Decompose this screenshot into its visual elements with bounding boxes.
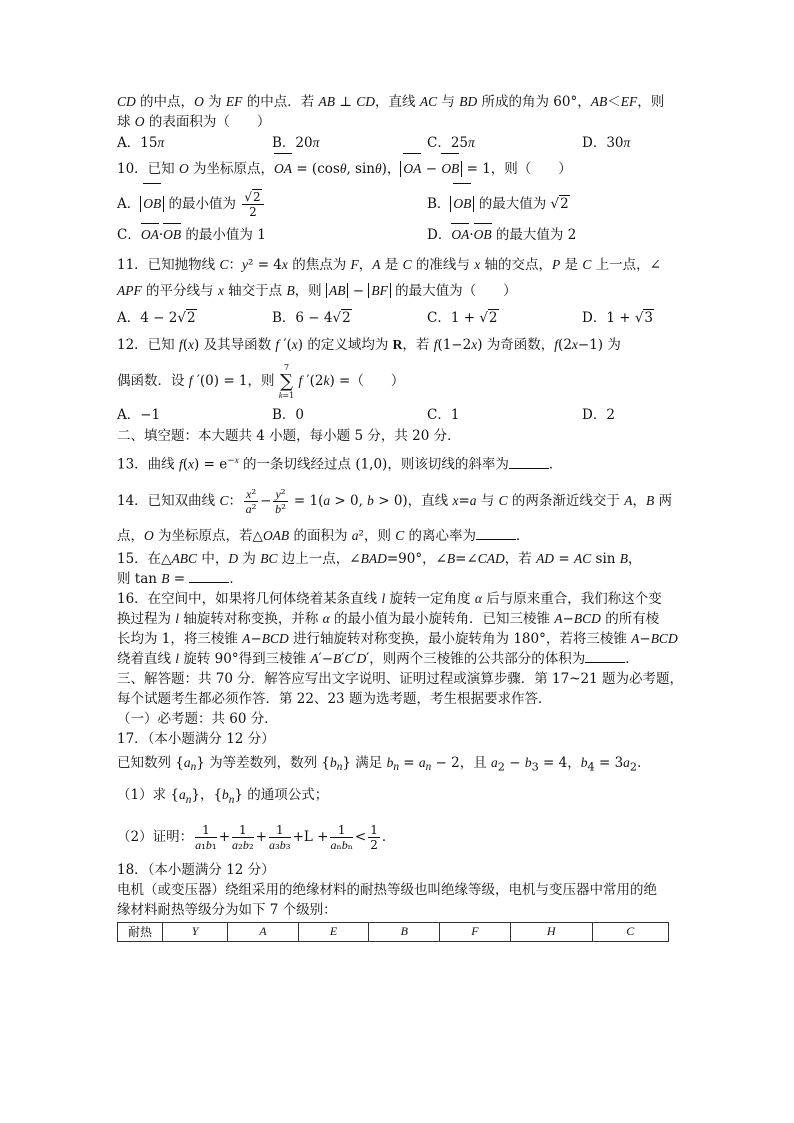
q16-line-1: 16．在空间中，如果将几何体绕着某条直线 l 旋转一定角度 α 后与原来重合，我们称这个变 bbox=[117, 590, 662, 607]
q9-option-d: D．30π bbox=[582, 135, 631, 151]
table-cell: A bbox=[228, 922, 299, 941]
table-header-cell: 耐热 bbox=[118, 922, 163, 941]
q11-option-a: A．4 − 2√2 bbox=[117, 310, 196, 326]
q12-line-2: 偶函数．设 f ′(0) = 1，则 7 ∑ k=1 f ′(2k) =（ ） bbox=[117, 362, 405, 400]
section-3-line-1: 三、解答题：共 70 分．解答应写出文字说明、证明过程或演算步骤．第 17~21 题为必考题， bbox=[117, 670, 684, 687]
q12-line-1: 12．已知 f(x) 及其导函数 f ′(x) 的定义域均为 R，若 f(1−2x) 为奇函数，f(2x−1) 为 bbox=[117, 337, 621, 353]
q11-option-b: B．6 − 4√2 bbox=[272, 310, 351, 326]
q14-line-2: 点，O 为坐标原点，若△OAB 的面积为 a²，则 C 的离心率为 ． bbox=[117, 527, 530, 544]
q18-line-1: 电机（或变压器）绕组采用的绝缘材料的耐热等级也叫绝缘等级，电机与变压器中常用的绝 bbox=[117, 881, 657, 898]
exam-page bbox=[117, 92, 684, 942]
q10-options-row2 bbox=[117, 224, 677, 252]
q9-option-b: B．20π bbox=[272, 135, 320, 151]
q18-line-2: 缘材料耐热等级分为如下 7 个级别： bbox=[117, 901, 337, 918]
table-cell: Y bbox=[163, 922, 228, 941]
q9-option-a: A．15π bbox=[117, 135, 165, 151]
q17-head: 17．（本小题满分 12 分） bbox=[117, 730, 275, 747]
table-row bbox=[118, 922, 669, 941]
q12-option-a: A．−1 bbox=[117, 407, 161, 423]
insulation-class-table bbox=[117, 922, 669, 942]
section-3-line-3: （一）必考题：共 60 分． bbox=[117, 710, 278, 727]
q10-option-d: D．OA·OB 的最大值为 2 bbox=[427, 224, 576, 246]
table-cell: B bbox=[369, 922, 440, 941]
q13: 13．曲线 $f(x) = e^{-x}$ 的一条切线经过点 (1,0)，则该切线的斜率为 ． bbox=[117, 455, 563, 473]
q16-line-2: 换过程为 l 轴旋转对称变换，并称 α 的最小值为最小旋转角．已知三棱锥 A−BCD 的所有棱 bbox=[117, 610, 660, 627]
q12-option-b: B．0 bbox=[272, 407, 305, 423]
section-2-heading: 二、填空题：本大题共 4 小题，每小题 5 分，共 20 分． bbox=[117, 428, 461, 444]
q12-options bbox=[117, 404, 677, 426]
q9-line-2: 球 O 的表面积为（ ） bbox=[117, 114, 271, 130]
q11-option-d: D．1 + √3 bbox=[582, 310, 654, 326]
q15-line-1: 15．在△ABC 中，D 为 BC 边上一点，∠BAD=90°，∠B=∠CAD，若 AD = AC sin B， bbox=[117, 550, 642, 567]
q10-option-b: B． OB 的最大值为 √2 bbox=[427, 184, 570, 224]
q10-option-a: A． OB 的最小值为 $\frac{√2}{2}$ bbox=[117, 184, 266, 224]
table-cell: C bbox=[592, 922, 668, 941]
table-cell: F bbox=[440, 922, 511, 941]
q14-line-1: 14．已知双曲线 C： $\frac{\text{x²}}{\text{a²}}$ − $\frac{\text{y²}}{\text{b²}}$ = 1(a > 0, b > 0)，直线 x=a 与 C 的两条渐近线交于 A，B 两 bbox=[117, 486, 673, 516]
section-3-line-2: 每个试题考生都必须作答．第 22、23 题为选考题，考生根据要求作答． bbox=[117, 690, 552, 707]
q9-option-c: C．25π bbox=[427, 135, 475, 151]
q9-line-1: CD 的中点，O 为 EF 的中点．若 AB ⊥ CD，直线 AC 与 BD 所成的角为 60°，AB＜EF，则 bbox=[117, 94, 665, 110]
q10-stem: 10．已知 O 为坐标原点，OA = (cosθ, sinθ)， OA − OB = 1，则（ ） bbox=[117, 154, 677, 184]
q16-line-4: 绕着直线 l 旋转 90°得到三棱锥 A′−B′C′D′，则两个三棱锥的公共部分的体积为 ． bbox=[117, 650, 639, 667]
q11-line-2: APF 的平分线与 x 轴交于点 B，则 AB − BF 的最大值为（ ） bbox=[117, 283, 517, 299]
q10-option-c: C．OA·OB 的最小值为 1 bbox=[117, 224, 266, 246]
q9-options bbox=[117, 132, 677, 154]
q17-stem: 已知数列 $\{a_n\}$ 为等差数列，数列 $\{b_n\}$ 满足 $b_n = a_n - 2$，且 $a_2 - b_3 = 4$，$b_4 = 3a_2$． bbox=[117, 754, 651, 774]
q12-option-d: D．2 bbox=[582, 407, 615, 423]
q17-part-2: （2）证明： $\frac{1}{\text{a₁b₁}}$ + $\frac{1}{\text{a₂b₂}}$ + $\frac{1}{\text{a₃b₃}}$ +L + $\frac{1}{\text{aₙbₙ}}$ < $\frac{1}{2}$ ． bbox=[117, 822, 396, 852]
q12-option-c: C．1 bbox=[427, 407, 460, 423]
sum-symbol: 7 ∑ k=1 bbox=[278, 362, 295, 400]
q18-head: 18．（本小题满分 12 分） bbox=[117, 861, 275, 878]
q11-line-1: 11．已知抛物线 C：y² = 4x 的焦点为 F，A 是 C 的准线与 x 轴的交点，P 是 C 上一点，∠ bbox=[117, 257, 661, 273]
table-cell: H bbox=[510, 922, 592, 941]
table-cell: E bbox=[298, 922, 369, 941]
q17-part-1: （1）求 $\{a_n\}$，$\{b_n\}$ 的通项公式； bbox=[117, 787, 329, 806]
q11-options bbox=[117, 304, 677, 332]
q10-options-row1 bbox=[117, 184, 677, 224]
q15-line-2: 则 tan B = ． bbox=[117, 570, 243, 587]
q16-line-3: 长均为 1，将三棱锥 A−BCD 进行轴旋转对称变换，最小旋转角为 180°，若将三棱锥 A−BCD bbox=[117, 630, 678, 647]
q11-option-c: C．1 + √2 bbox=[427, 310, 498, 326]
